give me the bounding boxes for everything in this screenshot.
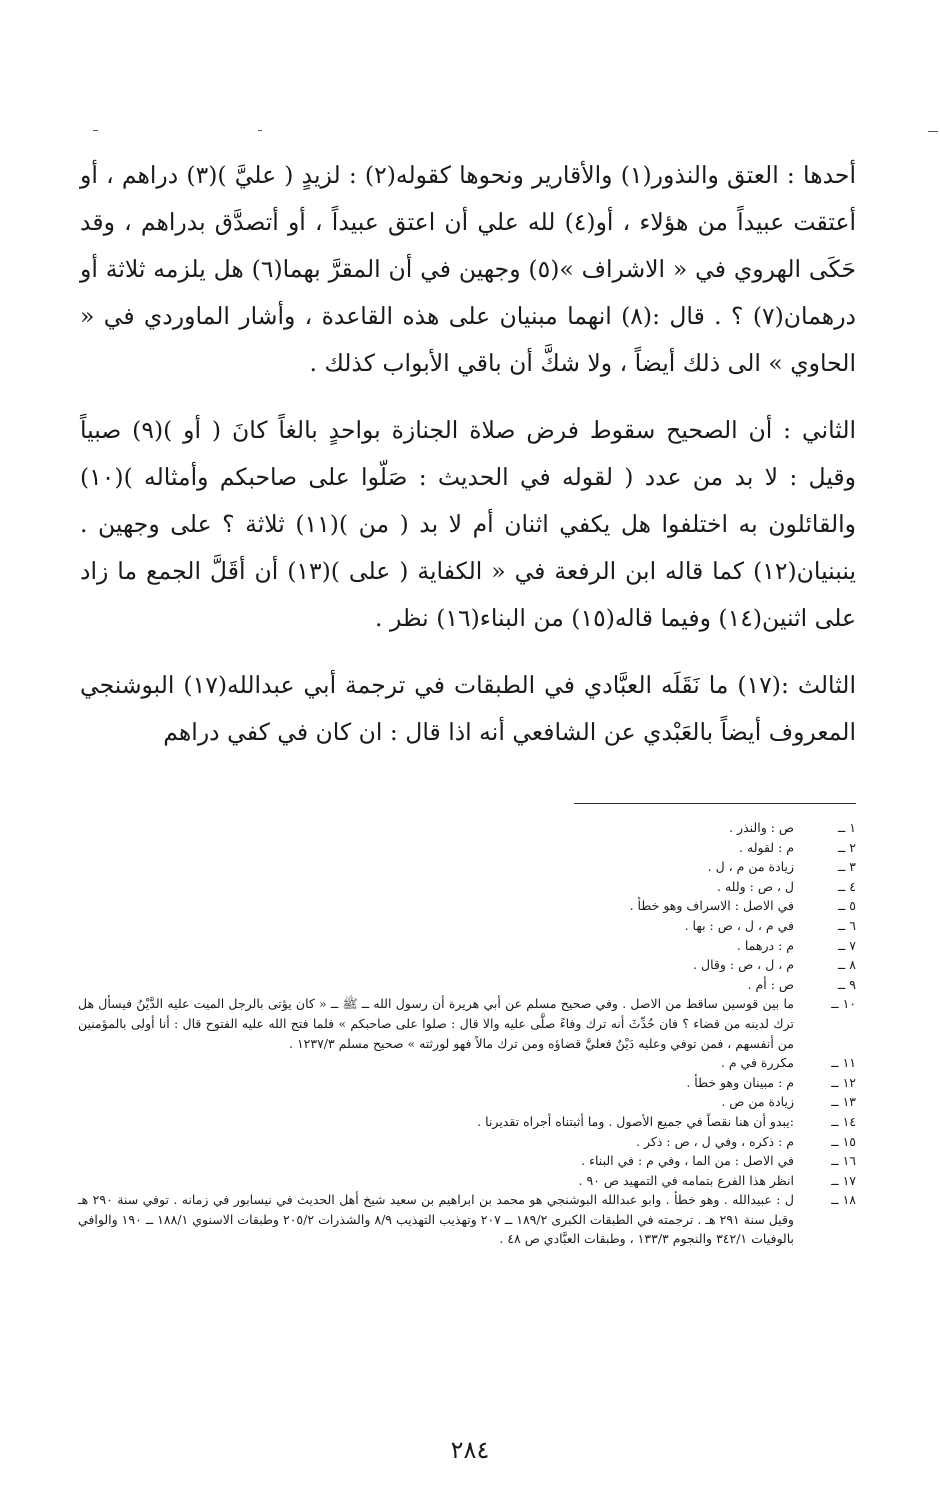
footnote-item <box>78 1073 856 1093</box>
footnote-text: زيادة من ص . <box>721 1094 794 1110</box>
footnote-item <box>78 975 856 995</box>
footnote-number: ١٢ ــ <box>831 1074 856 1090</box>
footnote-number: ٩ ــ <box>837 976 856 992</box>
footnote-item <box>78 896 856 916</box>
footnote-text: م : درهما . <box>736 937 794 953</box>
scan-mark <box>258 130 262 131</box>
paragraph-third: الثالث :(١٧) ما نَقَلَه العبَّادي في الطبقات في ترجمة أبي عبدالله(١٧) البوشنجي المعروف أيضاً بالعَبْدي عن الشافعي أنه اذا قال : ان كان في كفي دراهم <box>80 671 856 746</box>
footnote-number: ٧ ــ <box>837 937 856 953</box>
footnote-number: ٦ ــ <box>837 917 856 933</box>
footnote-item <box>78 877 856 897</box>
footnote-item <box>78 994 856 1053</box>
footnote-text: ص : والنذر . <box>729 820 794 835</box>
footnote-number: ٣ ــ <box>837 859 856 875</box>
footnote-number: ٤ ــ <box>837 878 856 894</box>
footnote-text: مكررة في م . <box>720 1055 794 1071</box>
footnote-number: ٥ ــ <box>837 898 856 914</box>
main-text <box>80 152 856 776</box>
footnote-item <box>78 1151 856 1171</box>
footnote-text: في الاصل : من الما ، وفي م : في البناء . <box>581 1153 794 1169</box>
page-number: ٢٨٤ <box>450 1436 490 1464</box>
footnote-item <box>78 955 856 975</box>
footnote-text: ما بين قوسين ساقط من الاصل . وفي صحيح مسلم عن أبي هريرة أن رسول الله ــ ﷺ ــ « كان يؤتى بالرجل الميت عليه الدَّيْنُ فيسأل هل ترك لدينه من قضاء ؟ فان حُدِّثَ أنه ترك وفاءً صلَّى عليه والا قال : صلوا على صاحبكم » فلما فتح الله عليه الفتوح قال : أنا أولى بالمؤمنين من أنفسهم ، فمن توفي وعليه دَيْنٌ فعليَّ قضاؤه ومن ترك مالاً فهو لورثته » صحيح مسلم ١٢٣٧/٣ . <box>78 996 794 1051</box>
footnote-item <box>78 838 856 858</box>
footnote-text: ص : أم . <box>747 976 794 992</box>
footnote-item <box>78 1171 856 1191</box>
footnote-item <box>78 1190 856 1249</box>
footnotes-list <box>78 818 856 1249</box>
footnote-text: م ، ل ، ص : وقال . <box>693 957 794 973</box>
footnote-text: في م ، ل ، ص : بها . <box>684 917 794 933</box>
footnote-text: :يبدو أن هنا نقصاً في جميع الأصول . وما أثبتناه أجراه تقديرنا . <box>477 1113 794 1129</box>
footnote-text: زيادة من م ، ل . <box>707 859 794 875</box>
footnote-text: م : لقوله . <box>739 839 794 855</box>
footnote-text: ل ، ص : ولله . <box>717 878 794 894</box>
footnote-number: ١٨ ــ <box>831 1192 856 1208</box>
footnote-text: م : مبينان وهو خطأ . <box>686 1074 794 1090</box>
footnote-item <box>78 1053 856 1073</box>
footnote-number: ٢ ــ <box>837 839 856 855</box>
footnote-text: ل : عبيدالله . وهو خطأ . وابو عبدالله البوشنجي هو محمد بن ابراهيم بن سعيد شيخ أهل الحديث في نيسابور في زمانه . توفي سنة ٢٩٠ هـ وقيل سنة ٢٩١ هـ . ترجمته في الطبقات الكبرى ١٨٩/٢ ــ ٢٠٧ وتهذيب التهذيب ٨/٩ والشذرات ٢٠٥/٢ وطبقات الاسنوي ١٨٨/١ ــ ١٩٠ والوافي بالوفيات ٣٤٢/١ والنجوم ١٣٣/٣ ، وطبقات العبَّادي ص ٤٨ . <box>78 1192 794 1247</box>
footnote-number: ٨ ــ <box>837 957 856 973</box>
footnote-item <box>78 818 856 838</box>
footnote-item <box>78 1092 856 1112</box>
paragraph-second: الثاني : أن الصحيح سقوط فرض صلاة الجنازة بواحدٍ بالغاً كانَ ( أو )(٩) صبياً وقيل : لا بد من عدد ( لقوله في الحديث : صَلّوا على صاحبكم وأمثاله )(١٠) والقائلون به اختلفوا هل يكفي اثنان أم لا بد ( من )(١١) ثلاثة ؟ على وجهين . ينبنيان(١٢) كما قاله ابن الرفعة في « الكفاية ( على )(١٣) أن أقَلَّ الجمع ما زاد على اثنين(١٤) وفيما قاله(١٥) من البناء(١٦) نظر . <box>80 416 857 632</box>
footnote-text: انظر هذا الفرع بتمامه في التمهيد ص ٩٠ . <box>578 1172 794 1188</box>
footnote-text: في الاصل : الاسراف وهو خطأ . <box>629 898 794 914</box>
footnote-number: ١٦ ــ <box>831 1153 856 1169</box>
scan-mark <box>93 130 98 131</box>
footnote-item <box>78 1132 856 1152</box>
footnote-number: ١٧ ــ <box>831 1172 856 1188</box>
footnote-item <box>78 916 856 936</box>
paragraph-first: أحدها : العتق والنذور(١) والأقارير ونحوها كقوله(٢) : لزيدٍ ( عليَّ )(٣) دراهم ، أو أعتقت عبيداً من هؤلاء ، أو(٤) لله علي أن اعتق عبيداً ، أو أتصدَّق بدراهم ، وقد حَكَى الهروي في « الاشراف »(٥) وجهين في أن المقرَّ بهما(٦) هل يلزمه ثلاثة أو درهمان(٧) ؟ . قال :(٨) انهما مبنيان على هذه القاعدة ، وأشار الماوردي في « الحاوي » الى ذلك أيضاً ، ولا شكَّ أن باقي الأبواب كذلك . <box>80 161 857 377</box>
footnote-number: ١ ــ <box>837 820 856 835</box>
footnote-number: ١١ ــ <box>831 1055 856 1071</box>
footnote-separator <box>574 803 856 804</box>
footnote-number: ١٥ ــ <box>831 1133 856 1149</box>
footnote-item <box>78 1112 856 1132</box>
footnote-item <box>78 857 856 877</box>
footnote-item <box>78 936 856 956</box>
footnote-text: م : ذكره ، وفي ل ، ص : ذكر . <box>636 1133 794 1149</box>
scan-mark <box>928 131 938 132</box>
footnote-number: ١٤ ــ <box>831 1113 856 1129</box>
footnote-number: ١٠ ــ <box>831 996 856 1012</box>
footnote-number: ١٣ ــ <box>831 1094 856 1110</box>
